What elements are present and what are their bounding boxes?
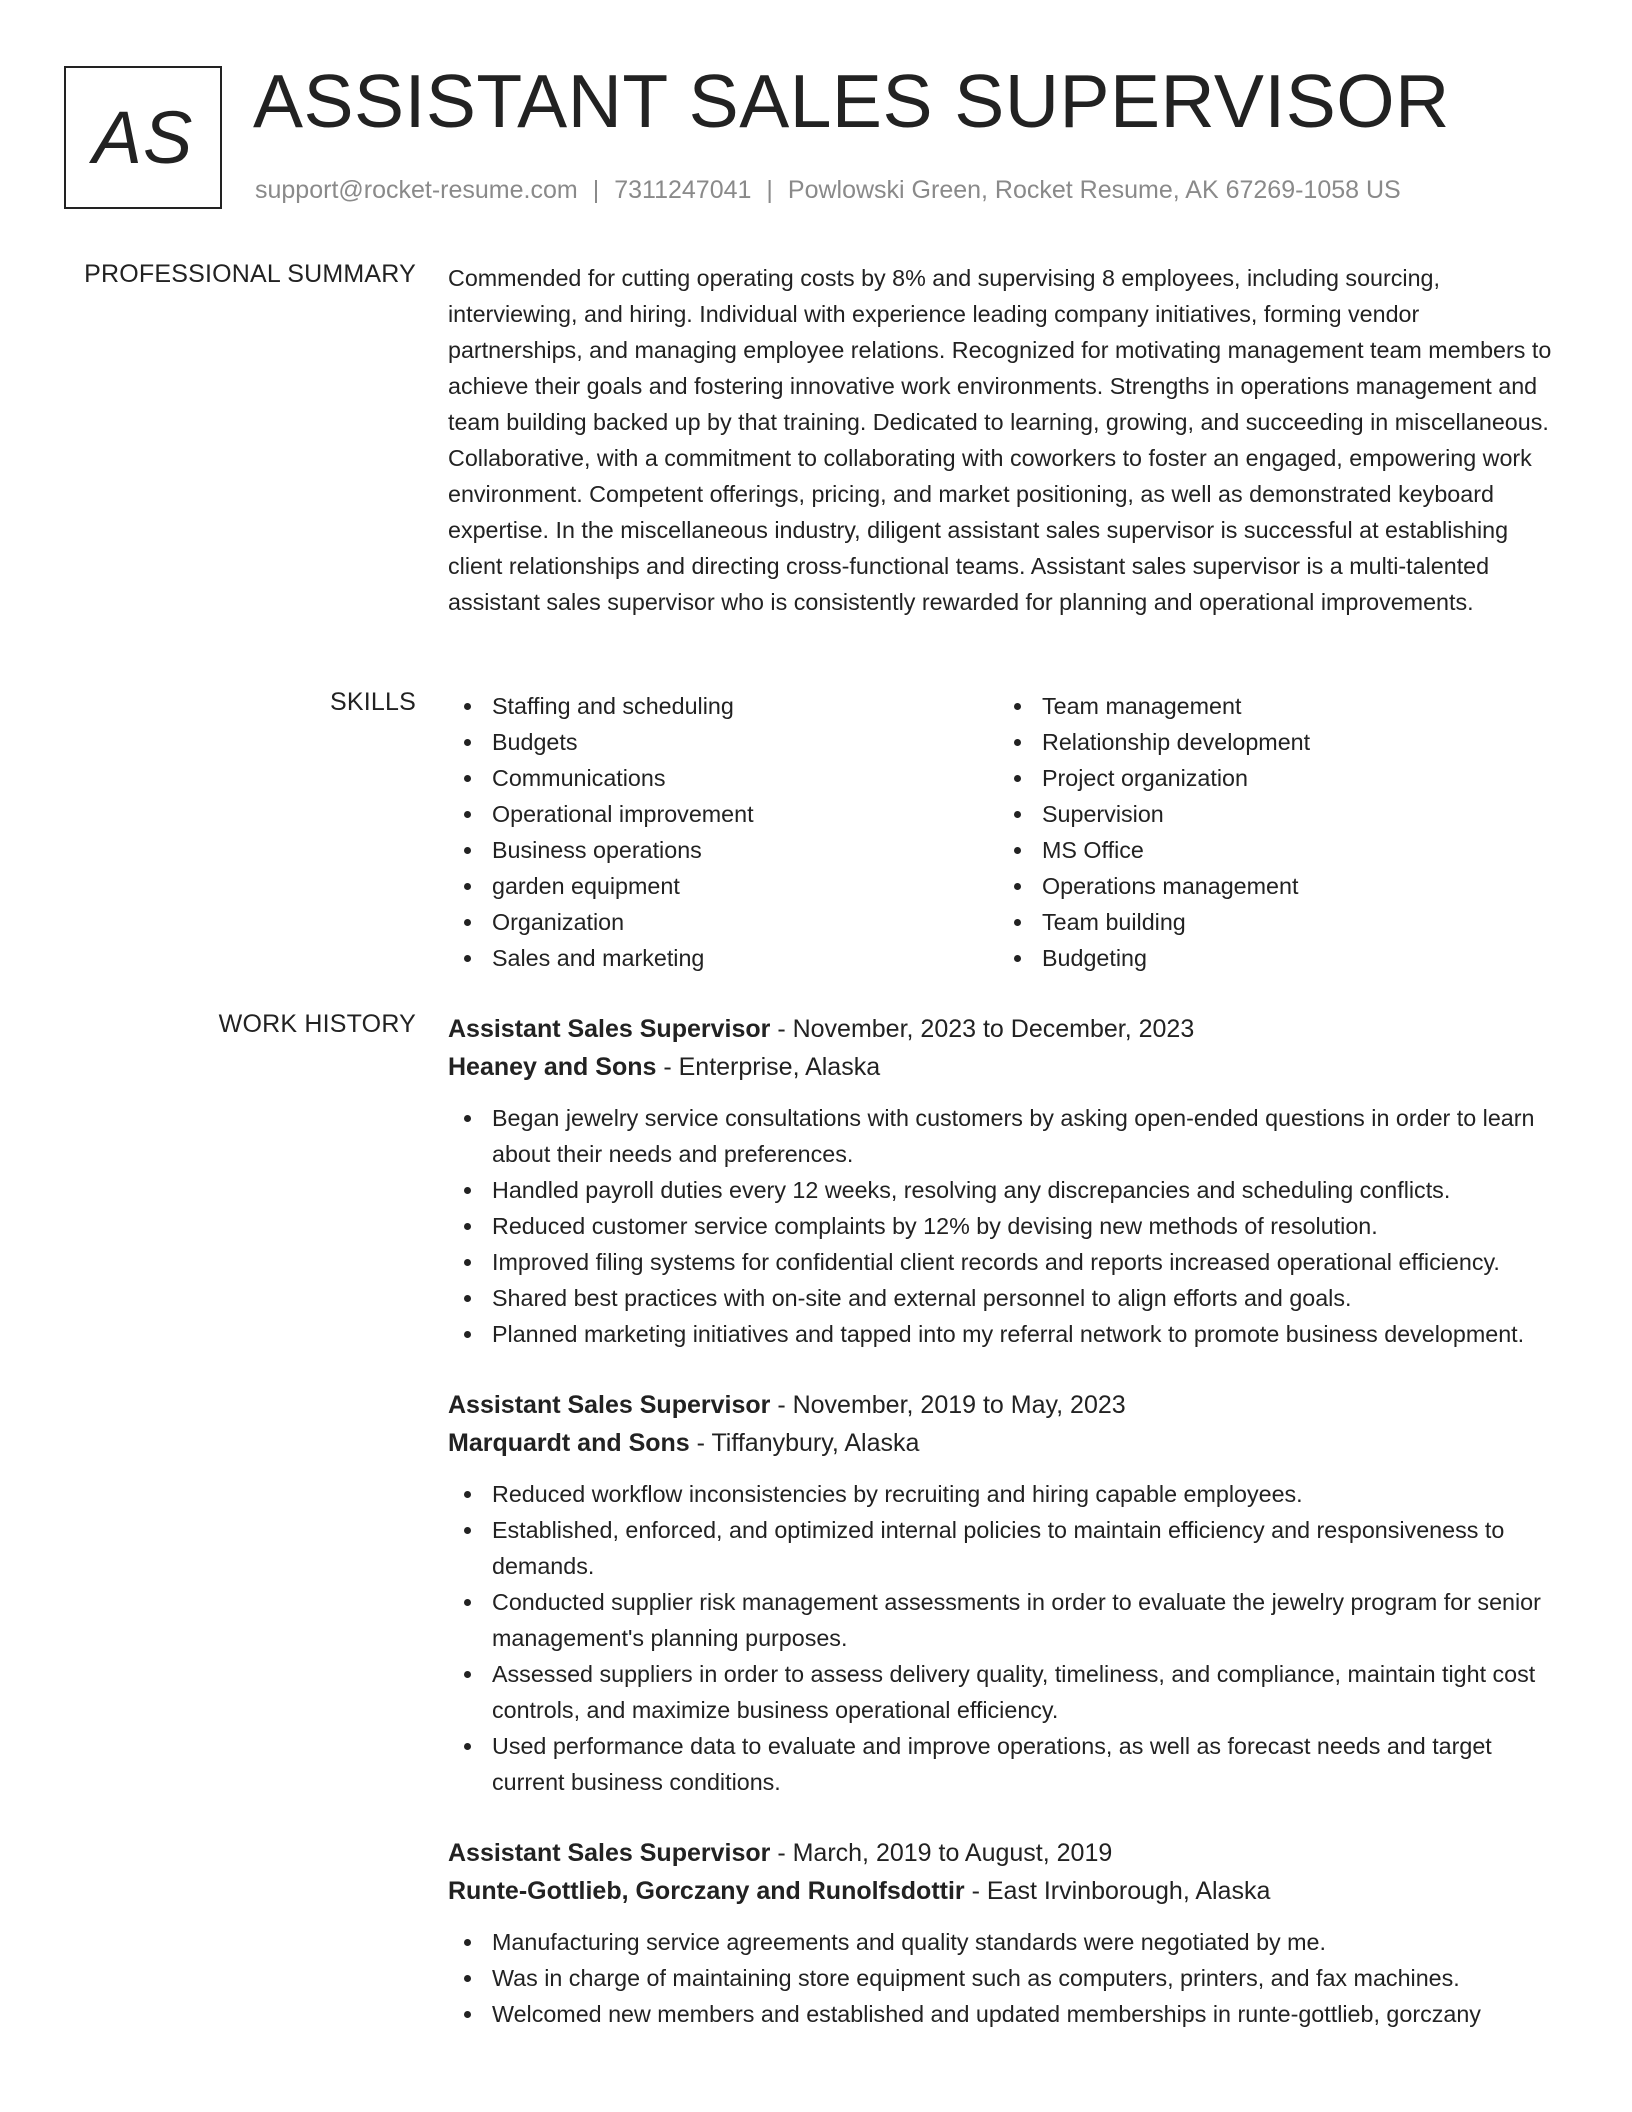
summary-heading: PROFESSIONAL SUMMARY [84, 260, 416, 288]
skills-list-right [998, 688, 1548, 976]
summary-paragraph: Commended for cutting operating costs by 8% and supervising 8 employees, including sourcing, interviewing, and hiring. Individual with experience leading company initiatives, forming vendor partnerships, and managing employee relations. Recognized for motivating management team members to achieve their goals and fostering innovative work environments. Strengths in operations management and team building backed up by that training. Dedicated to learning, growing, and succeeding in miscellaneous. Collaborative, with a commitment to collaborating with coworkers to foster an engaged, empowering work environment. Competent offerings, pricing, and market positioning, as well as demonstrated keyboard expertise. In the miscellaneous industry, diligent assistant sales supervisor is successful at establishing client relationships and directing cross-functional teams. Assistant sales supervisor is a multi-talented assistant sales supervisor who is consistently rewarded for planning and operational improvements. [448, 265, 1552, 615]
job-company-line [448, 1048, 1560, 1086]
job-title-line [448, 1010, 1560, 1048]
job-bullets [448, 1476, 1560, 1800]
skill-item: Communications [448, 760, 998, 796]
contact-phone: 7311247041 [614, 176, 752, 204]
skill-item: Team building [998, 904, 1548, 940]
skill-item: Organization [448, 904, 998, 940]
job-bullet: Manufacturing service agreements and quality standards were negotiated by me. [448, 1924, 1560, 1960]
skill-item: MS Office [998, 832, 1548, 868]
skill-item: Staffing and scheduling [448, 688, 998, 724]
job-role: Assistant Sales Supervisor [448, 1839, 771, 1867]
job-role: Assistant Sales Supervisor [448, 1391, 771, 1419]
skill-item: garden equipment [448, 868, 998, 904]
job-company: Marquardt and Sons [448, 1429, 690, 1457]
job-bullet: Reduced workflow inconsistencies by recruiting and hiring capable employees. [448, 1476, 1560, 1512]
skill-item: Supervision [998, 796, 1548, 832]
job-location: - East Irvinborough, Alaska [964, 1877, 1271, 1905]
initials-monogram [64, 66, 222, 209]
contact-address: Powlowski Green, Rocket Resume, AK 67269-1058 US [787, 176, 1401, 204]
initials-text: AS [92, 96, 194, 179]
skill-item: Business operations [448, 832, 998, 868]
skill-item: Relationship development [998, 724, 1548, 760]
skill-item: Budgets [448, 724, 998, 760]
resume-name-title: ASSISTANT SALES SUPERVISOR [253, 59, 1450, 143]
job-bullet: Established, enforced, and optimized internal policies to maintain efficiency and responsiveness to demands. [448, 1512, 1560, 1584]
job-company-line [448, 1424, 1560, 1462]
job-bullet: Improved filing systems for confidential client records and reports increased operational efficiency. [448, 1244, 1560, 1280]
contact-line [255, 176, 1401, 205]
job-dates: - November, 2019 to May, 2023 [770, 1391, 1126, 1419]
job-location: - Tiffanybury, Alaska [689, 1429, 920, 1457]
job-bullet: Was in charge of maintaining store equipment such as computers, printers, and fax machines. [448, 1960, 1560, 1996]
job-entry [448, 1010, 1560, 1352]
contact-separator: | [766, 176, 773, 204]
job-dates: - November, 2023 to December, 2023 [770, 1015, 1195, 1043]
job-title-line [448, 1386, 1560, 1424]
job-title-line [448, 1834, 1560, 1872]
skill-item: Operational improvement [448, 796, 998, 832]
skill-item: Operations management [998, 868, 1548, 904]
job-bullet: Conducted supplier risk management assessments in order to evaluate the jewelry program for senior management's planning purposes. [448, 1584, 1560, 1656]
skills-heading: SKILLS [330, 688, 416, 716]
contact-email: support@rocket-resume.com [255, 176, 578, 204]
job-bullet: Used performance data to evaluate and improve operations, as well as forecast needs and target current business conditions. [448, 1728, 1560, 1800]
job-bullets [448, 1924, 1560, 2032]
skill-item: Project organization [998, 760, 1548, 796]
job-location: - Enterprise, Alaska [656, 1053, 881, 1081]
job-company: Runte-Gottlieb, Gorczany and Runolfsdottir [448, 1877, 965, 1905]
job-bullet: Handled payroll duties every 12 weeks, resolving any discrepancies and scheduling conflicts. [448, 1172, 1560, 1208]
job-company-line [448, 1872, 1560, 1910]
job-company: Heaney and Sons [448, 1053, 657, 1081]
contact-separator: | [592, 176, 600, 204]
job-bullet: Shared best practices with on-site and external personnel to align efforts and goals. [448, 1280, 1560, 1316]
job-bullet: Assessed suppliers in order to assess delivery quality, timeliness, and compliance, maintain tight cost controls, and maximize business operational efficiency. [448, 1656, 1560, 1728]
job-bullet: Reduced customer service complaints by 12% by devising new methods of resolution. [448, 1208, 1560, 1244]
skills-list-left [448, 688, 998, 976]
job-entry [448, 1834, 1560, 2032]
skill-item: Team management [998, 688, 1548, 724]
job-entry [448, 1386, 1560, 1800]
job-bullet: Welcomed new members and established and updated memberships in runte-gottlieb, gorczany [448, 1996, 1560, 2032]
job-dates: - March, 2019 to August, 2019 [770, 1839, 1113, 1867]
skill-item: Sales and marketing [448, 940, 998, 976]
job-bullet: Planned marketing initiatives and tapped into my referral network to promote business development. [448, 1316, 1560, 1352]
job-role: Assistant Sales Supervisor [448, 1015, 771, 1043]
job-bullets [448, 1100, 1560, 1352]
skill-item: Budgeting [998, 940, 1548, 976]
job-bullet: Began jewelry service consultations with customers by asking open-ended questions in order to learn about their needs and preferences. [448, 1100, 1560, 1172]
work-history-heading: WORK HISTORY [218, 1010, 416, 1038]
